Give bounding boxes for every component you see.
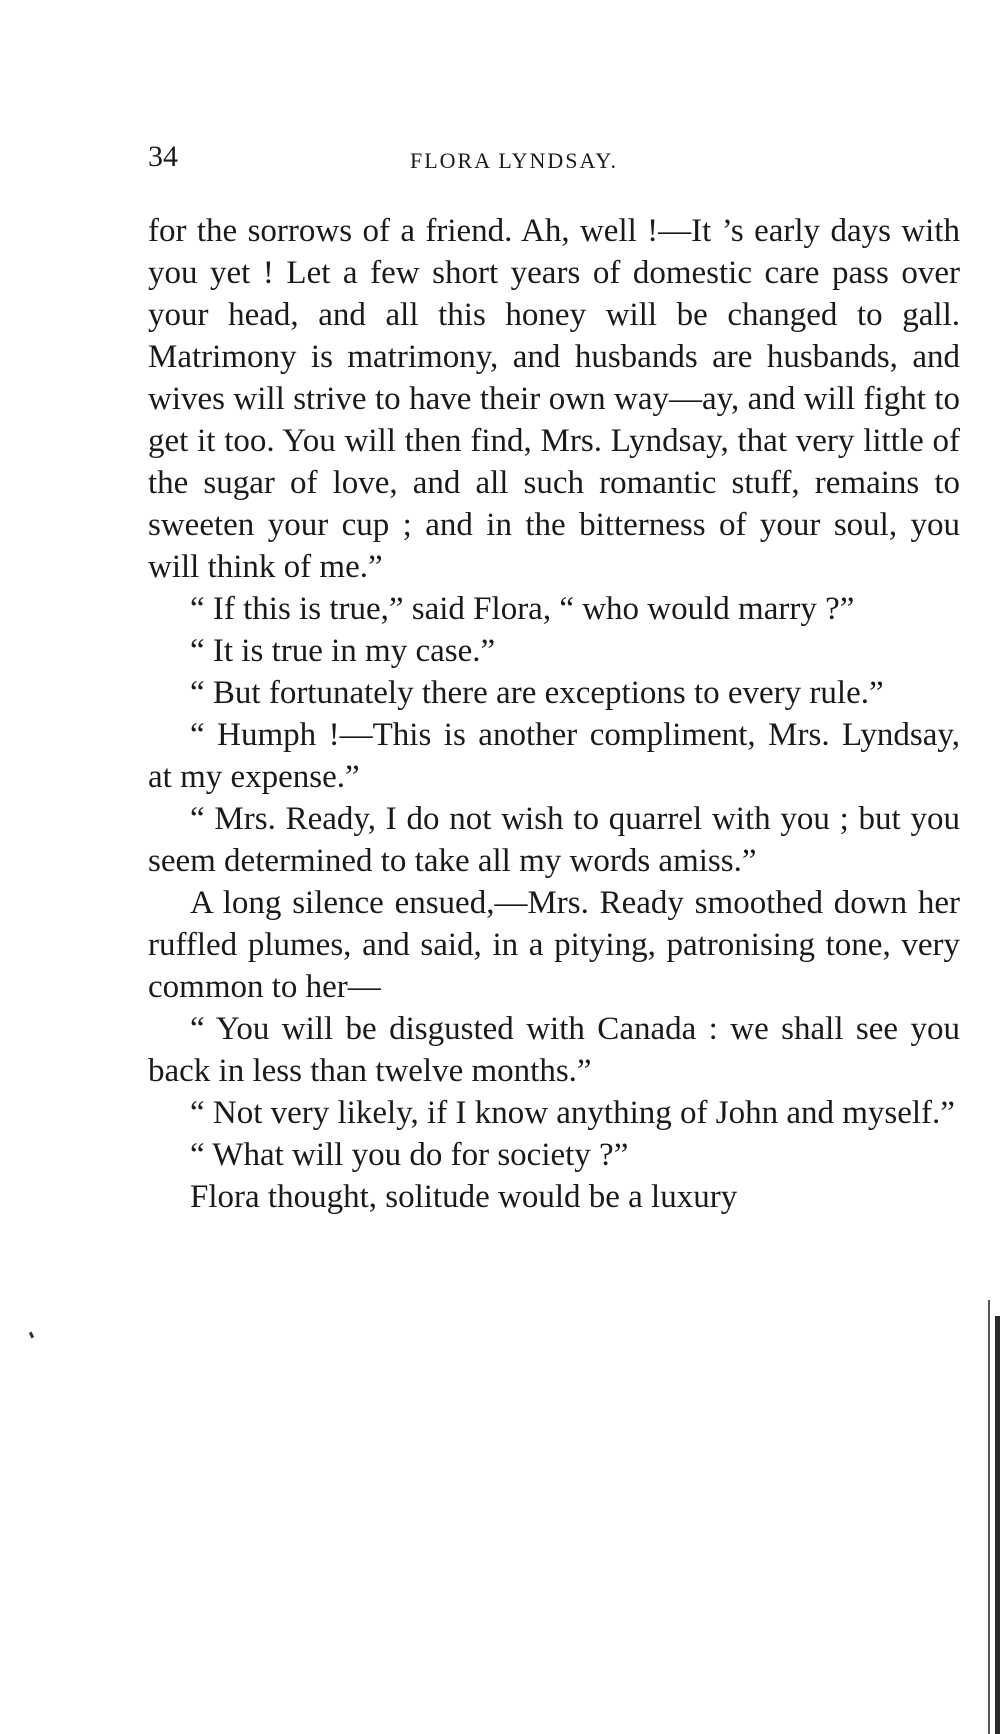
paragraph: “ It is true in my case.” [190,633,496,669]
ink-speck [29,1332,34,1339]
paragraph: “ What will you do for society ?” [190,1137,629,1173]
page-edge-shadow [995,1316,1000,1734]
running-title: FLORA LYNDSAY. [410,148,618,173]
paragraph: A long silence ensued,—Mrs. Ready smoothed down her ruffled plumes, and said, in a pitying, patronising tone, very common to her— [148,885,960,1005]
paragraph: “ Mrs. Ready, I do not wish to quarrel with you ; but you seem determined to take all my words amiss.” [148,801,960,879]
paragraph: “ If this is true,” said Flora, “ who would marry ?” [190,591,855,627]
running-head [148,140,958,180]
paragraph-continuation: for the sorrows of a friend. Ah, well !—It ’s early days with you yet ! Let a few short years of domestic care pass over your head, and all this honey will be changed to gall. Matrimony is matrimony, and husbands are husbands, and wives will strive to have their own way—ay, and will fight to get it too. You will then find, Mrs. Lyndsay, that very little of the sugar of love, and all such romantic stuff, remains to sweeten your cup ; and in the bitterness of your soul, you will think of me.” [148,213,960,585]
paragraph: “ Not very likely, if I know anything of John and myself.” [190,1095,955,1131]
paragraph: Flora thought, solitude would be a luxury [190,1179,738,1215]
page-edge-line [988,1300,990,1734]
paragraph: “ But fortunately there are exceptions to every rule.” [190,675,884,711]
page-number: 34 [148,140,178,173]
body-text [148,210,960,1218]
paragraph: “ You will be disgusted with Canada : we shall see you back in less than twelve months.” [148,1011,960,1089]
paragraph: “ Humph !—This is another compliment, Mrs. Lyndsay, at my expense.” [148,717,960,795]
